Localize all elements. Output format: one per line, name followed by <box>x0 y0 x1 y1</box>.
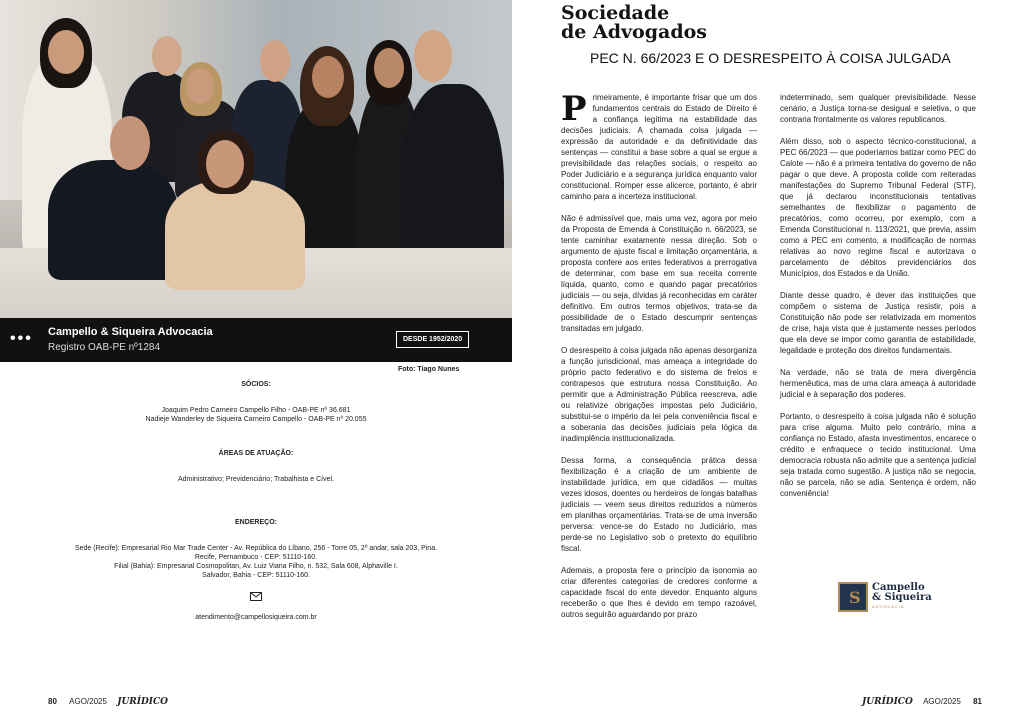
person-head <box>312 56 344 98</box>
partner-name: Joaquim Pedro Carneiro Campello Filho - OAB-PE nº 36.681 <box>161 407 351 414</box>
photo-caption-bar <box>0 318 512 362</box>
address-line: Recife, Pernambuco - CEP: 51110-160. <box>194 554 318 561</box>
address-heading: ENDEREÇO: <box>234 519 277 526</box>
magazine-brand: JURÍDICO <box>862 697 913 707</box>
article-column-2 <box>780 92 976 510</box>
paragraph: Não é admissível que, mais uma vez, agora por meio da Proposta de Emenda à Constituição n. 66/2023, se tente caminhar exatamente nessa direção. Sob o argumento de ajuste fiscal e limitação orçamentária, a proposta confere aos entes federativos a prerrogativa de determinar, com base em sua receita corrente líquida, quanto, como e quando pagar precatórios judiciais — ou seja, dívidas já reconhecidas em caráter definitivo. Em outros termos objetivos, trata-se da possibilidade de o Estado descumprir sentenças transitadas em julgado. <box>561 214 757 333</box>
paragraph: Dessa forma, a consequência prática dessa flexibilização é a criação de um ambiente de instabilidade jurídica, em que cidadãos — muitas vezes idosos, doentes ou herdeiros de longas batalhas judiciais — veem seus direitos reduzidos a números em planilhas orçamentárias. Trata-se de uma inversão perversa: vence-se do Estado no Judiciário, mas perde-se no Legislativo sob o pretexto do equilíbrio fiscal. <box>561 456 757 553</box>
photo-credit: Foto: Tiago Nunes <box>398 366 460 373</box>
practice-areas-heading: ÁREAS DE ATUAÇÃO: <box>218 450 294 457</box>
practice-areas-text: Administrativo; Previdenciário; Trabalhista e Cível. <box>177 476 334 483</box>
email-block <box>0 592 512 604</box>
logo-wordmark: Campello & Siqueira <box>872 582 932 603</box>
person-head <box>152 36 182 76</box>
person-head <box>414 30 452 82</box>
person-figure <box>165 180 305 290</box>
logo-subtitle: ADVOCACIA <box>872 604 905 609</box>
person-head <box>110 116 150 170</box>
paragraph: Portanto, o desrespeito à coisa julgada não é solução para crise alguma. Muito pelo contrário, mina a confiança no Estado, afasta investimentos, encarece o crédito e enfraquece o tecido institucional. Uma democracia robusta não admite que a sentença judicial seja tratada como sugestão. A justiça não se negocia, não se parcela, não se adia. Sentença é ordem, não conveniência! <box>780 412 976 498</box>
drop-cap: P <box>561 89 587 129</box>
email-link[interactable]: atendimento@campellosiqueira.com.br <box>195 614 317 621</box>
partners-heading: SÓCIOS: <box>241 381 271 388</box>
paragraph: Diante desse quadro, é dever das instituições que compõem o sistema de Justiça resistir, pois a Constituição não pode ser relativizada em momentos de crise, haja vista que é justamente nesses períodos que ela deve se impor como garantia de estabilidade, legalidade e proteção dos direitos fundamentais. <box>780 291 976 355</box>
paragraph <box>561 89 757 202</box>
practice-areas-section <box>0 449 512 458</box>
team-photo <box>0 0 512 362</box>
paragraph: Na verdade, não se trata de mera divergência hermenêutica, mas de uma clara ameaça à autoridade judicial e à separação dos poderes. <box>780 368 976 399</box>
paragraph: Além disso, sob o aspecto técnico-constitucional, a PEC 66/2023 — que poderíamos batizar como PEC do Calote — não é a primeira tentativa do governo de não pagar o que deve. A proposta colide com reiteradas manifestações do Supremo Tribunal Federal (STF), que já declarou inconstitucionais tentativas semelhantes de flexibilizar o pagamento de precatórios, como ocorreu, por exemplo, com a Emenda Constitucional n. 113/2021, que previa, assim como a PEC em comento, a modificação de normas relativas ao novo regime fiscal e autorizava o parcelamento de débitos previdenciários dos Municípios, dos Estados e da União. <box>780 137 976 278</box>
section-title-line: de Advogados <box>561 21 707 43</box>
person-head <box>186 68 214 104</box>
section-title <box>561 4 707 42</box>
person-head <box>260 40 290 82</box>
since-badge: DESDE 1952/2020 <box>396 331 469 348</box>
footer-right <box>862 697 982 707</box>
partners-list <box>0 406 512 424</box>
partners-section <box>0 380 512 389</box>
paragraph-text: rimeiramente, é importante frisar que um dos fundamentos centrais do Estado de Direito é a confiança legítima na estabilidade das decisões judiciais. A chamada coisa julgada — expressão da autoridade e da definitividade das sentenças — constitui a base sobre a qual se ergue a previsibilidade das relações sociais, o respeito ao Poder Judiciário e a segurança jurídica enquanto valor constitucional. Romper esse alicerce, portanto, é abrir caminho para a incerteza institucional. <box>561 93 757 201</box>
more-dots-icon: ••• <box>10 330 33 347</box>
address-line: Sede (Recife): Empresarial Rio Mar Trade Center - Av. República do Líbano, 256 - Torre 05, 2º andar, sala 203, Pina. <box>74 545 438 552</box>
person-head <box>206 140 244 188</box>
issue-date: AGO/2025 <box>69 697 107 706</box>
firm-name: Campello & Siqueira Advocacia <box>48 326 213 338</box>
address-lines <box>0 544 512 580</box>
partner-name: Nadieje Wanderley de Siqueira Carneiro Campello - OAB-PE nº 20.055 <box>145 416 367 423</box>
firm-registration: Registro OAB-PE nº1284 <box>48 342 161 353</box>
paragraph: indeterminado, sem qualquer previsibilidade. Nesse cenário, a Justiça torna-se desigual e seletiva, o que contraria frontalmente os valores republicanos. <box>780 93 976 124</box>
page-number: 80 <box>48 697 57 706</box>
envelope-icon <box>250 592 262 601</box>
section-title-line: Sociedade <box>561 2 670 24</box>
article-title: PEC N. 66/2023 E O DESRESPEITO À COISA JULGADA <box>590 50 951 66</box>
person-head <box>374 48 404 88</box>
person-head <box>48 30 84 74</box>
article-column-1 <box>561 89 757 631</box>
address-line: Salvador, Bahia - CEP: 51110-160. <box>202 572 310 579</box>
magazine-brand: JURÍDICO <box>117 697 169 707</box>
issue-date: AGO/2025 <box>923 697 961 706</box>
logo-mark-icon: S <box>838 582 868 612</box>
person-figure <box>48 160 178 280</box>
footer-left <box>48 697 168 707</box>
page-number: 81 <box>973 697 983 706</box>
paragraph: O desrespeito à coisa julgada não apenas desorganiza a função jurisdicional, mas ameaça a integridade do próprio pacto federativo e do sistema de freios e contrapesos que estrutura nossa Constituição. Ao permitir que a Administração Pública reescreva, adie ou relativize obrigações impostas pelo Judiciário, substitui-se o império da lei pela conveniência fiscal e a soberania das decisões judiciais pela lógica da inadimplência institucionalizada. <box>561 346 757 443</box>
address-line: Filial (Bahia): Empresarial Cosmopolitan, Av. Luiz Viana Filho, n. 532, Sala 608, Alphaville I. <box>114 563 398 570</box>
paragraph: Ademais, a proposta fere o princípio da isonomia ao criar diferentes categorias de credores conforme a capacidade fiscal do ente devedor. Enquanto alguns receberão o que lhes é devido em tempo razoável, outros seguirão aguardando por prazo <box>561 566 757 619</box>
address-section <box>0 518 512 527</box>
firm-logo <box>838 582 938 612</box>
